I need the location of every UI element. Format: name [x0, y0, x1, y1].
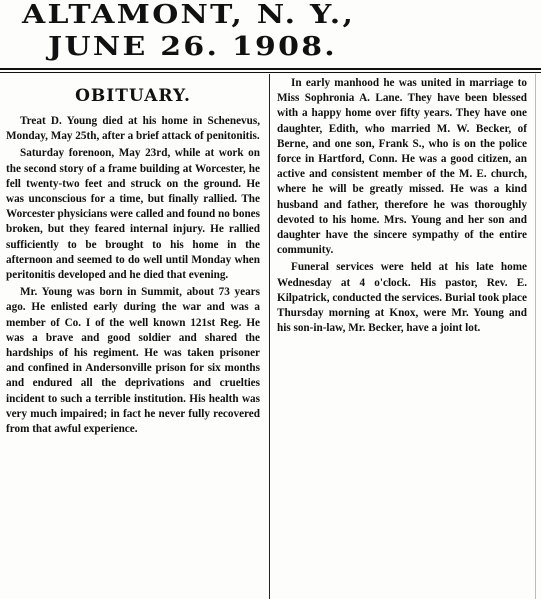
right-column	[277, 74, 527, 599]
article-paragraph: Saturday forenoon, May 23rd, while at work on the second story of a frame building at Worcester, he fell twenty-two feet and struck on the ground. He was unconscious for a time, but finally rallied. The Worcester physicians were called and found no bones broken, but they feared internal injury. He rallied sufficiently to be brought to his home in the afternoon and seemed to do well until Monday when peritonitis developed and he died that evening.	[6, 147, 260, 282]
article-paragraph: In early manhood he was united in marriage to Miss Sophronia A. Lane. They have been blessed with a happy home over fifty years. They have one daughter, Edith, who married M. W. Becker, of Berne, and one son, Frank S., who is on the police force in Hartford, Conn. He was a good citizen, an active and consistent member of the M. E. church, where he will be greatly missed. He was a kind husband and father, therefore he was thoroughly devoted to his home. Mrs. Young and her son and daughter have the sincere sympathy of the entire community.	[277, 77, 527, 257]
article-heading: OBITUARY.	[75, 86, 191, 106]
page-edge	[535, 74, 536, 599]
masthead-rule-thin	[0, 72, 541, 73]
masthead	[0, 0, 541, 66]
article-paragraph: Funeral services were held at his late home Wednesday at 4 o'clock. His pastor, Rev. E. Kilpatrick, conducted the services. Burial took place Thursday morning at Knox, were Mr. Young and his son-in-law, Mr. Becker, have a joint lot.	[277, 261, 527, 335]
column-divider	[269, 74, 270, 599]
left-column	[6, 74, 260, 599]
article-paragraph: Treat D. Young died at his home in Schenevus, Monday, May 25th, after a brief attack of penitonitis.	[6, 115, 260, 143]
article-paragraph: Mr. Young was born in Summit, about 73 years ago. He enlisted early during the war and was a member of Co. I of the well known 121st Reg. He was a brave and good soldier and shared the hardships of his regiment. He was taken prisoner and confined in Andersonville prison for six months and endured all the deprivations and cruelties incident to such a terrible institution. His health was very much impaired; in fact he never fully recovered from that awful experience.	[6, 286, 260, 436]
masthead-rule	[0, 68, 541, 70]
masthead-date: JUNE 26. 1908.	[48, 32, 338, 62]
masthead-place: ALTAMONT, N. Y.,	[22, 0, 356, 30]
